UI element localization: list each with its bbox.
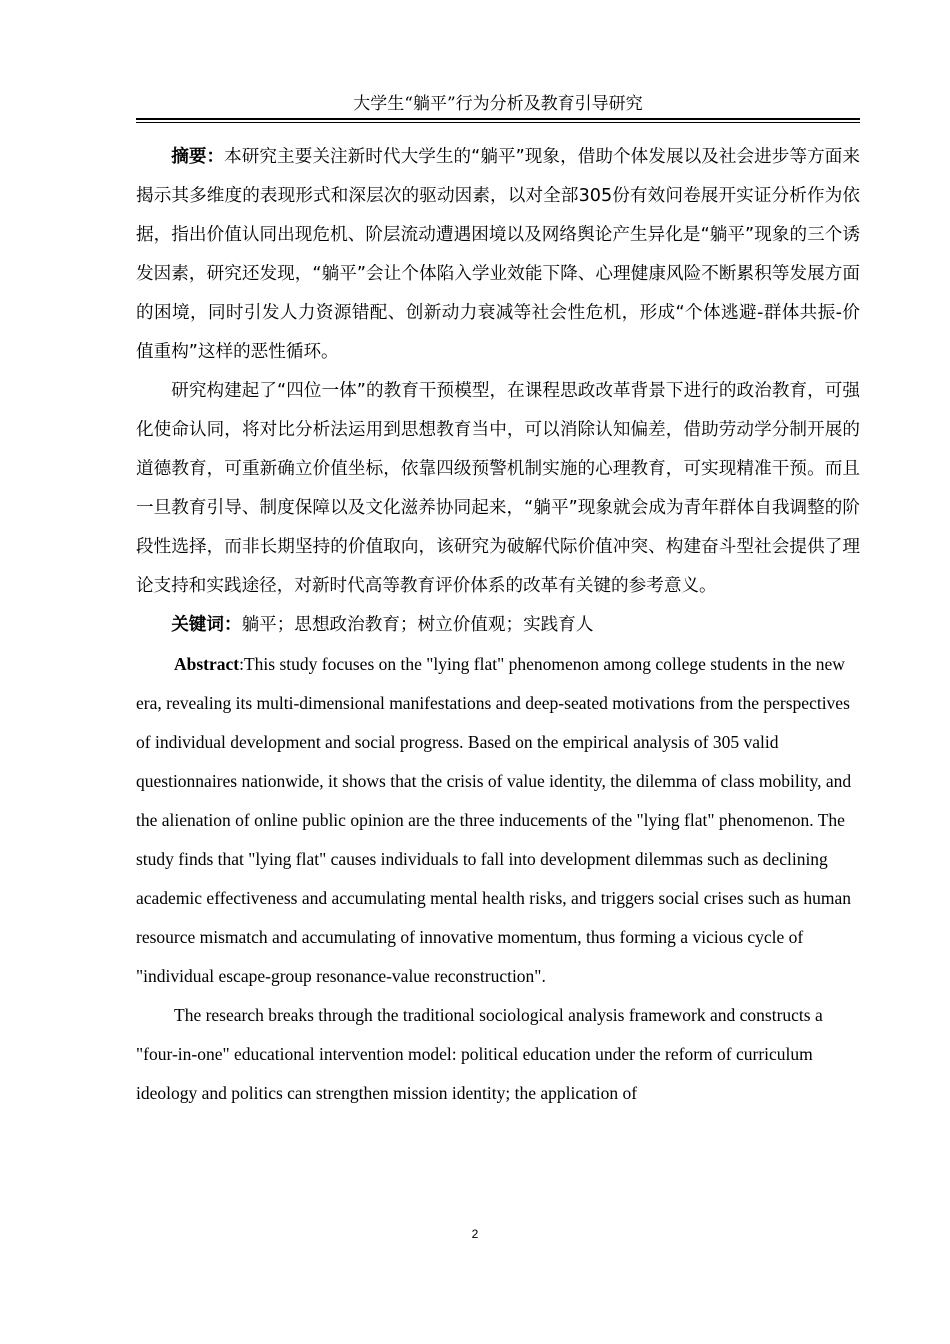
page-number: 2 [471, 1227, 479, 1241]
chinese-abstract-paragraph-1 [136, 138, 860, 372]
english-abstract-text-2: The research breaks through the traditional sociological analysis framework and constructs a "four-in-one" educational intervention model: political education under the reform of curriculum ideology and politics can strengthen mission identity; the application of [136, 1005, 823, 1103]
chinese-keywords-text: 躺平；思想政治教育；树立价值观；实践育人 [241, 615, 594, 635]
chinese-keywords-label: 关键词： [171, 615, 242, 635]
english-abstract-paragraph-2 [136, 996, 860, 1113]
header-rule-thin [136, 122, 860, 123]
english-abstract-label: Abstract [174, 654, 240, 674]
chinese-abstract-label: 摘要： [171, 147, 225, 167]
chinese-keywords [136, 606, 860, 645]
chinese-abstract-text-2: 研究构建起了“四位一体”的教育干预模型，在课程思政改革背景下进行的政治教育，可强化使命认同，将对比分析法运用到思想教育当中，可以消除认知偏差，借助劳动学分制开展的道德教育，可重新确立价值坐标，依靠四级预警机制实施的心理教育，可实现精准干预。而且一旦教育引导、制度保障以及文化滋养协同起来，“躺平”现象就会成为青年群体自我调整的阶段性选择，而非长期坚持的价值取向，该研究为破解代际价值冲突、构建奋斗型社会提供了理论支持和实践途径，对新时代高等教育评价体系的改革有关键的参考意义。 [136, 381, 860, 596]
running-header-title: 大学生“躺平”行为分析及教育引导研究 [353, 94, 643, 114]
english-abstract-text-1: :This study focuses on the "lying flat" phenomenon among college students in the new era, revealing its multi-dimensional manifestations and deep-seated motivations from the perspectives of individual development and social progress. Based on the empirical analysis of 305 valid questionnaires nationwide, it shows that the crisis of value identity, the dilemma of class mobility, and the alienation of online public opinion are the three inducements of the "lying flat" phenomenon. The study finds that "lying flat" causes individuals to fall into development dilemmas such as declining academic effectiveness and accumulating mental health risks, and triggers social crises such as human resource mismatch and accumulating of innovative momentum, thus forming a vicious cycle of "individual escape-group resonance-value reconstruction". [136, 654, 852, 986]
header-rule-thick [136, 118, 860, 120]
chinese-abstract-paragraph-2 [136, 372, 860, 606]
page-body [136, 138, 860, 1113]
english-abstract-paragraph-1 [136, 645, 860, 996]
chinese-abstract-text-1: 本研究主要关注新时代大学生的“躺平”现象，借助个体发展以及社会进步等方面来揭示其多维度的表现形式和深层次的驱动因素，以对全部305份有效问卷展开实证分析作为依据，指出价值认同出现危机、阶层流动遭遇困境以及网络舆论产生异化是“躺平”现象的三个诱发因素，研究还发现，“躺平”会让个体陷入学业效能下降、心理健康风险不断累积等发展方面的困境，同时引发人力资源错配、创新动力衰减等社会性危机，形成“个体逃避-群体共振-价值重构”这样的恶性循环。 [136, 147, 860, 362]
